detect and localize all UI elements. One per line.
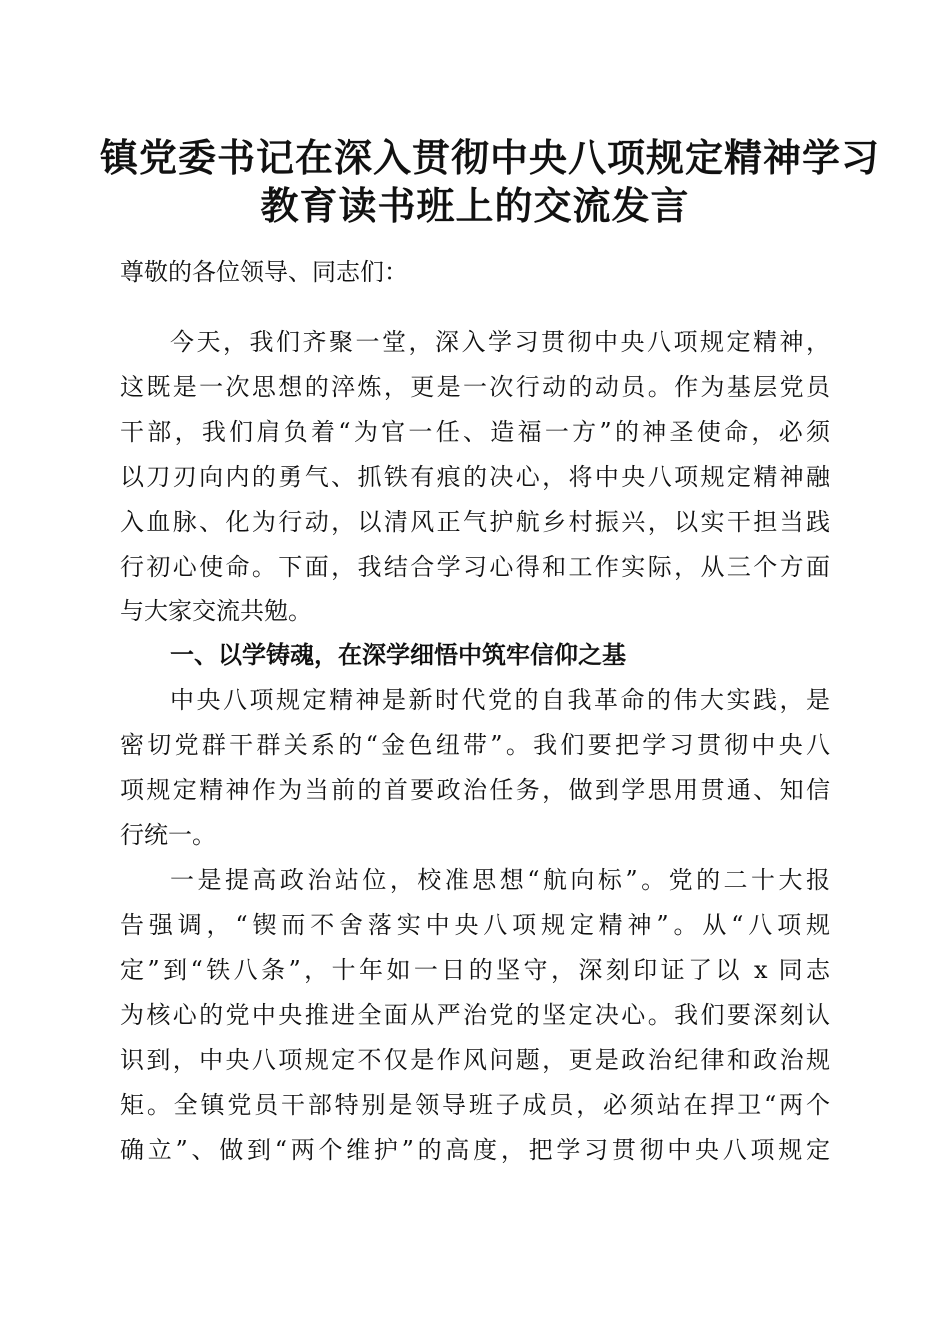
- paragraph-1-line: 今天，我们齐聚一堂，深入学习贯彻中央八项规定精神，: [170, 328, 830, 356]
- paragraph-3-line: 一是提高政治站位，校准思想“航向标”。党的二十大报: [170, 866, 830, 894]
- paragraph-1-line: 与大家交流共勉。: [120, 597, 312, 625]
- paragraph-3-line: 识到，中央八项规定不仅是作风问题，更是政治纪律和政治规: [120, 1046, 830, 1074]
- paragraph-3-line: 矩。全镇党员干部特别是领导班子成员，必须站在捍卫“两个: [120, 1091, 830, 1119]
- paragraph-1-line: 以刀刃向内的勇气、抓铁有痕的决心，将中央八项规定精神融: [120, 463, 830, 491]
- document-title-line-1: 镇党委书记在深入贯彻中央八项规定精神学习: [100, 135, 881, 180]
- section-1-heading: 一、以学铸魂，在深学细悟中筑牢信仰之基: [170, 641, 626, 669]
- paragraph-3-line: 确立”、做到“两个维护”的高度，把学习贯彻中央八项规定: [120, 1136, 830, 1164]
- salutation: 尊敬的各位领导、同志们：: [120, 258, 408, 286]
- document-title-line-2: 教育读书班上的交流发言: [260, 183, 690, 228]
- paragraph-1-line: 干部，我们肩负着“为官一任、造福一方”的神圣使命，必须: [120, 418, 830, 446]
- paragraph-3-line: 为核心的党中央推进全面从严治党的坚定决心。我们要深刻认: [120, 1001, 830, 1029]
- paragraph-2-line: 密切党群干群关系的“金色纽带”。我们要把学习贯彻中央八: [120, 731, 830, 759]
- paragraph-3-line: 定”到“铁八条”，十年如一日的坚守，深刻印证了以 x 同志: [120, 956, 830, 984]
- paragraph-2-line: 行统一。: [120, 821, 216, 849]
- paragraph-3-line: 告强调，“锲而不舍落实中央八项规定精神”。从“八项规: [120, 911, 830, 939]
- paragraph-2-line: 中央八项规定精神是新时代党的自我革命的伟大实践，是: [170, 686, 830, 714]
- paragraph-1-line: 这既是一次思想的淬炼，更是一次行动的动员。作为基层党员: [120, 373, 830, 401]
- paragraph-2-line: 项规定精神作为当前的首要政治任务，做到学思用贯通、知信: [120, 776, 830, 804]
- paragraph-1-line: 入血脉、化为行动，以清风正气护航乡村振兴，以实干担当践: [120, 508, 830, 536]
- paragraph-1-line: 行初心使命。下面，我结合学习心得和工作实际，从三个方面: [120, 553, 830, 581]
